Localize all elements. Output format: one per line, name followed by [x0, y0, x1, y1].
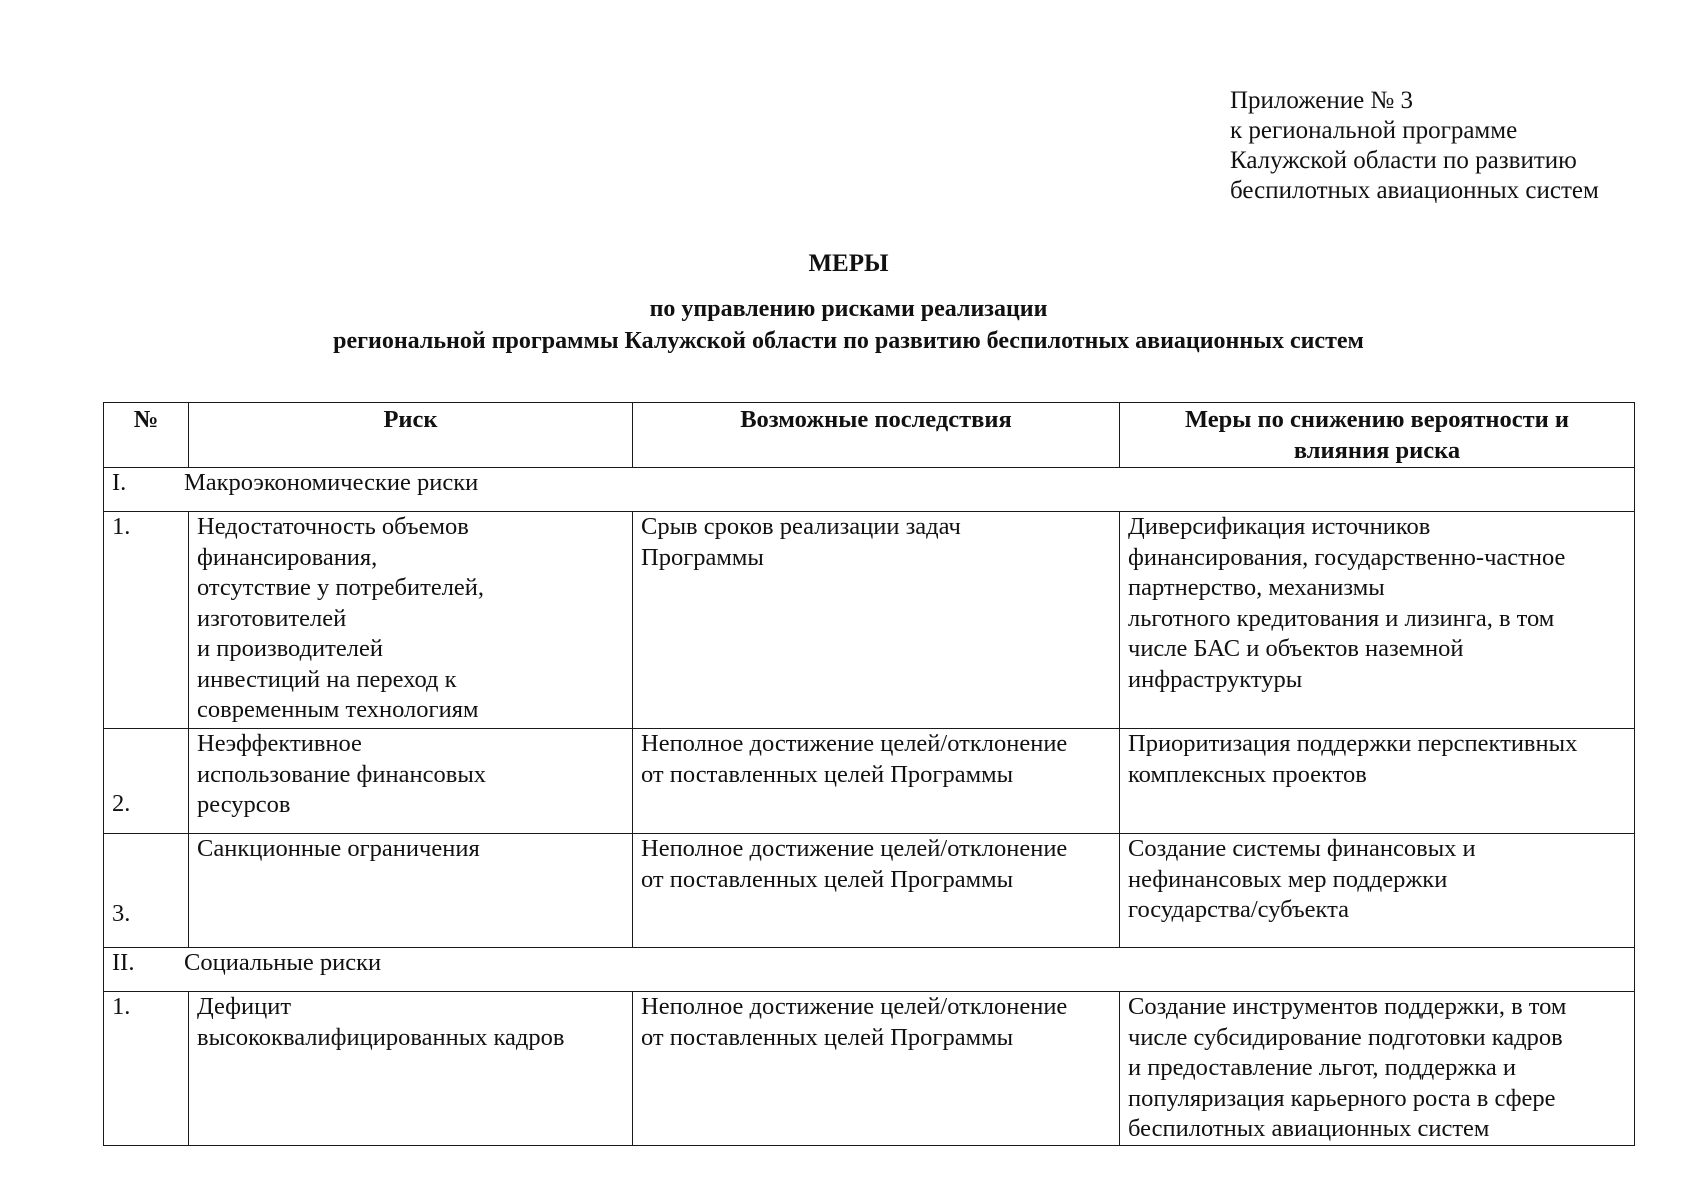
text-line: Создание инструментов поддержки, в том [1128, 993, 1567, 1020]
row-number: 3. [104, 834, 189, 948]
text-line: от поставленных целей Программы [641, 1023, 1014, 1051]
table-row [104, 729, 1635, 834]
section-row [104, 948, 1635, 992]
header-consequences: Возможные последствия [633, 403, 1120, 468]
row-number: 1. [104, 512, 189, 729]
document-title: МЕРЫ [808, 250, 889, 277]
text-line: Санкционные ограничения [197, 835, 480, 862]
appendix-line: беспилотных авиационных систем [1230, 177, 1599, 204]
text-line: государства/субъекта [1128, 896, 1349, 923]
text-line: Приоритизация поддержки перспективных [1128, 730, 1578, 757]
consequences-cell [633, 834, 1120, 948]
text-line: Недостаточность объемов [197, 513, 469, 540]
document-subtitle-line2: региональной программы Калужской области по развитию беспилотных авиационных систем [333, 328, 1364, 354]
risk-measures-table [103, 402, 1635, 1146]
text-line: от поставленных целей Программы [641, 760, 1014, 788]
table-header-row [104, 403, 1635, 468]
consequences-cell [633, 729, 1120, 834]
text-line: Дефицит [197, 993, 292, 1020]
row-number: 2. [104, 729, 189, 834]
text-line: Программы [641, 543, 764, 571]
text-line: числе субсидирование подготовки кадров [1128, 1023, 1563, 1051]
measures-cell [1120, 729, 1635, 834]
text-line: Неполное достижение целей/отклонение [641, 835, 1068, 862]
row-number: 1. [104, 992, 189, 1146]
text-line: инвестиций на переход к [197, 665, 457, 693]
header-measures [1120, 403, 1635, 468]
consequences-cell [633, 992, 1120, 1146]
header-measures-line: влияния риска [1293, 436, 1461, 464]
table-row [104, 992, 1635, 1146]
header-measures-line: Меры по снижению вероятности и [1185, 406, 1569, 433]
text-line: от поставленных целей Программы [641, 865, 1014, 893]
risk-cell [189, 834, 633, 948]
table-row [104, 512, 1635, 729]
appendix-line: Приложение № 3 [1230, 87, 1414, 114]
text-line: комплексных проектов [1128, 760, 1367, 788]
section-numeral: I. [112, 469, 127, 496]
header-risk: Риск [189, 403, 633, 468]
text-line: инфраструктуры [1128, 665, 1303, 693]
risk-cell [189, 512, 633, 729]
text-line: использование финансовых [197, 760, 487, 788]
section-title-macroeconomic [104, 468, 1635, 512]
text-line: беспилотных авиационных систем [1128, 1115, 1490, 1142]
text-line: нефинансовых мер поддержки [1128, 865, 1448, 893]
text-line: изготовителей [197, 604, 347, 632]
appendix-line: Калужской области по развитию [1230, 147, 1577, 174]
text-line: современным технологиям [197, 696, 479, 723]
text-line: и производителей [197, 635, 383, 662]
text-line: Неполное достижение целей/отклонение [641, 993, 1068, 1020]
text-line: популяризация карьерного роста в сфере [1128, 1084, 1556, 1112]
text-line: ресурсов [197, 791, 291, 818]
text-line: льготного кредитования и лизинга, в том [1128, 604, 1555, 632]
measures-cell [1120, 512, 1635, 729]
section-row [104, 468, 1635, 512]
text-line: Создание системы финансовых и [1128, 835, 1476, 862]
appendix-line: к региональной программе [1230, 117, 1518, 144]
consequences-cell [633, 512, 1120, 729]
document-subtitle-line1: по управлению рисками реализации [649, 296, 1048, 322]
text-line: Срыв сроков реализации задач [641, 513, 961, 540]
table-row [104, 834, 1635, 948]
text-line: и предоставление льгот, поддержка и [1128, 1054, 1516, 1081]
appendix-note [1230, 86, 1599, 206]
section-label: Социальные риски [184, 949, 382, 976]
risk-cell [189, 992, 633, 1146]
section-title-social [104, 948, 1635, 992]
measures-cell [1120, 992, 1635, 1146]
text-line: финансирования, государственно-частное [1128, 543, 1566, 571]
text-line: Неэффективное [197, 730, 362, 757]
text-line: отсутствие у потребителей, [197, 574, 485, 601]
text-line: числе БАС и объектов наземной [1128, 635, 1464, 662]
measures-cell [1120, 834, 1635, 948]
text-line: финансирования, [197, 543, 378, 571]
text-line: Диверсификация источников [1128, 513, 1431, 540]
text-line: высококвалифицированных кадров [197, 1023, 565, 1051]
header-number: № [104, 403, 189, 468]
text-line: партнерство, механизмы [1128, 574, 1385, 601]
risk-cell [189, 729, 633, 834]
section-label: Макроэкономические риски [184, 469, 479, 496]
section-numeral: II. [112, 949, 135, 976]
text-line: Неполное достижение целей/отклонение [641, 730, 1068, 757]
